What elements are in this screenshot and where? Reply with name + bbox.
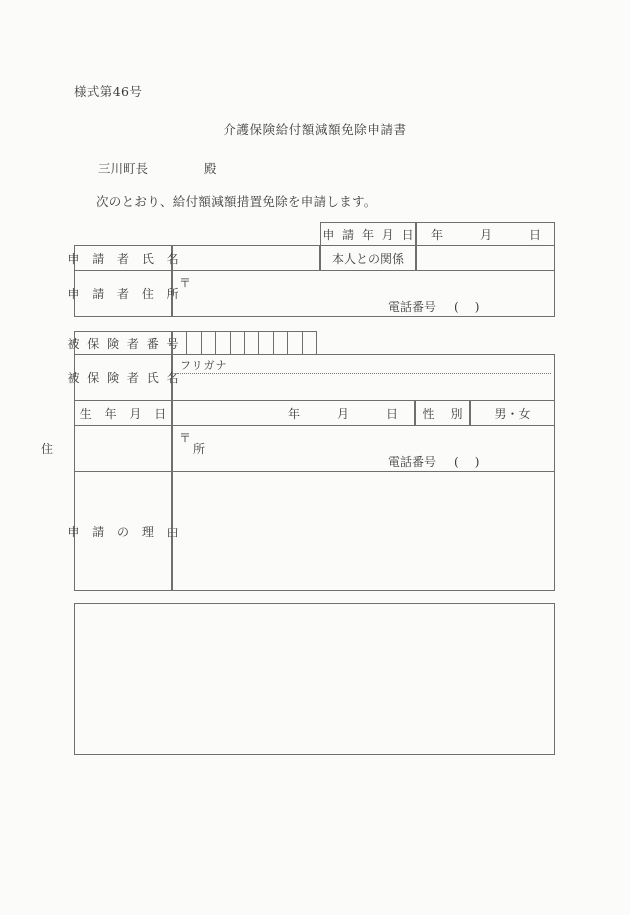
insured-tel-open-paren: (: [454, 455, 475, 469]
insured-number-boxes[interactable]: [172, 331, 317, 355]
application-date-year: 年: [431, 228, 444, 242]
insured-tel-field[interactable]: [388, 453, 479, 470]
postal-mark-icon: 〒: [179, 276, 192, 290]
application-date-field[interactable]: [416, 222, 555, 246]
insured-tel-close-paren: ): [474, 455, 480, 469]
page-title: 介護保険給付額減額免除申請書: [223, 122, 407, 137]
insured-number-cell[interactable]: [201, 332, 215, 354]
birth-date-label: 生 年 月 日: [74, 400, 172, 426]
insured-number-cell[interactable]: [230, 332, 244, 354]
insured-name-field[interactable]: [172, 354, 555, 401]
relationship-field[interactable]: [416, 245, 555, 271]
insured-address-label: 住 所: [74, 425, 172, 472]
furigana-label: フリガナ: [180, 359, 228, 372]
birth-date-day: 日: [385, 407, 398, 421]
reason-field[interactable]: [172, 471, 555, 591]
relationship-label: 本人との関係: [320, 245, 416, 271]
application-date-day: 日: [528, 228, 541, 242]
birth-date-month: 月: [336, 407, 349, 421]
insured-address-field[interactable]: [172, 425, 555, 472]
insured-number-cell[interactable]: [244, 332, 258, 354]
applicant-tel-open-paren: (: [454, 300, 475, 314]
reason-label: 申 請 の 理 由: [74, 471, 172, 591]
gender-label: 性 別: [415, 400, 470, 426]
application-date-label: 申 請 年 月 日: [320, 222, 416, 246]
insured-number-cell[interactable]: [186, 332, 200, 354]
addressee-line: [98, 159, 217, 177]
insured-number-cell[interactable]: [258, 332, 272, 354]
addressee-honorific: 殿: [204, 161, 217, 176]
lead-text: 次のとおり、給付額減額措置免除を申請します。: [96, 194, 377, 209]
insured-number-cell[interactable]: [287, 332, 301, 354]
gender-options[interactable]: 男・女: [470, 400, 555, 426]
insured-number-cell[interactable]: [172, 332, 186, 354]
insured-number-label: 被 保 険 者 番 号: [74, 331, 172, 355]
insured-number-cell[interactable]: [273, 332, 287, 354]
postal-mark-icon: 〒: [179, 431, 192, 445]
note-box[interactable]: [74, 603, 555, 755]
applicant-tel-label: 電話番号: [388, 300, 437, 314]
insured-tel-label: 電話番号: [388, 455, 437, 469]
furigana-write-line: [177, 373, 551, 374]
application-date-month: 月: [479, 228, 492, 242]
applicant-address-label: 申 請 者 住 所: [74, 270, 172, 317]
insured-number-cell[interactable]: [302, 332, 316, 354]
birth-date-year: 年: [288, 407, 301, 421]
insured-number-cell[interactable]: [215, 332, 229, 354]
insured-name-label: 被 保 険 者 氏 名: [74, 354, 172, 401]
applicant-name-field[interactable]: [172, 245, 320, 271]
applicant-tel-field[interactable]: [388, 298, 479, 315]
addressee-name: 三川町長: [98, 161, 149, 176]
applicant-name-label: 申 請 者 氏 名: [74, 245, 172, 271]
applicant-tel-close-paren: ): [474, 300, 480, 314]
birth-date-field[interactable]: [172, 400, 415, 426]
applicant-address-field[interactable]: [172, 270, 555, 317]
form-number: 様式第46号: [74, 84, 143, 99]
